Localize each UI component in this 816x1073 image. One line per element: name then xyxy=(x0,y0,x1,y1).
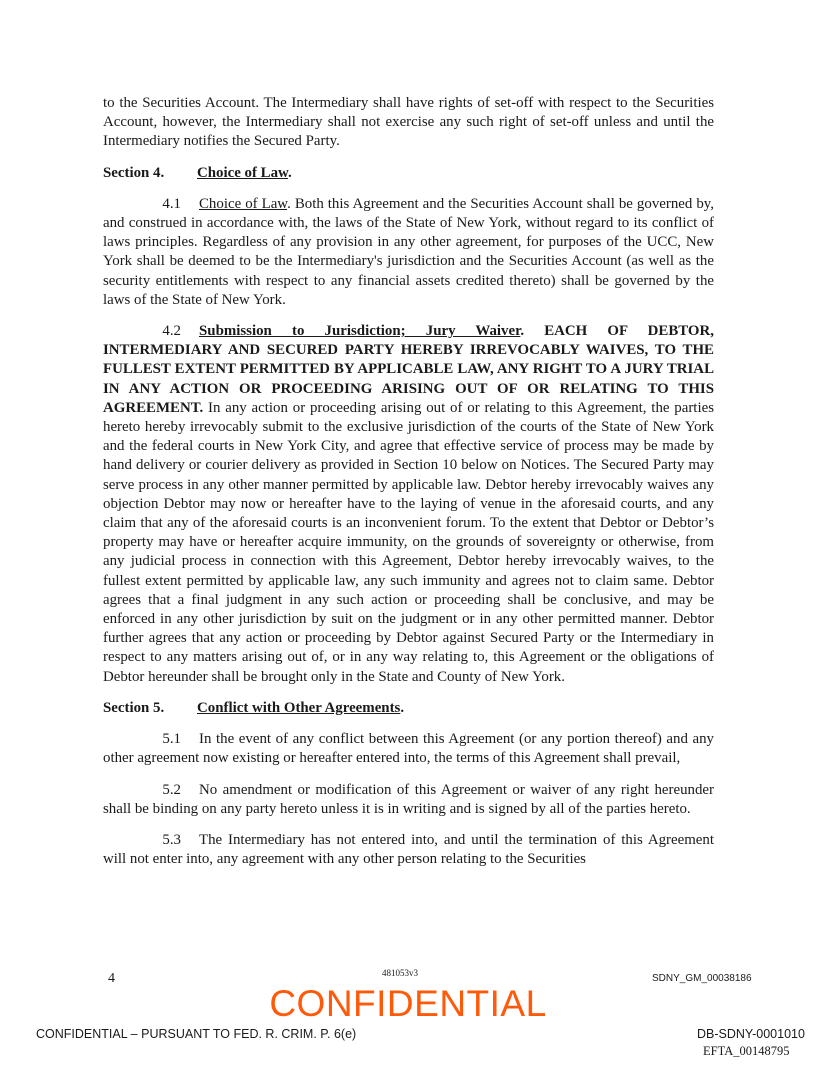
paragraph-5-1-number: 5.1 xyxy=(162,731,181,748)
section-5-title: Conflict with Other Agreements xyxy=(197,699,401,716)
paragraph-5-3-text: The Intermediary has not entered into, and until the termination of this Agreement will not enter into, any agreement with any other person relating to the Securities xyxy=(103,831,714,868)
section-5-number: Section 5. xyxy=(103,699,165,716)
paragraph-5-2 xyxy=(103,781,714,819)
section-5-heading xyxy=(103,699,714,718)
paragraph-4-2-heading: Submission to Jurisdiction; Jury Waiver xyxy=(199,323,521,340)
paragraph-4-1-text: . Both this Agreement and the Securities Account shall be governed by, and construed in accordance with, the laws of the State of New York, without regard to its conflict of laws principles. Regardless of any provision in any other agreement, for purposes of the UCC, New York shall be deemed to be the Intermediary's jurisdiction and the Securities Account (as well as the security entitlements with respect to any financial assets credited thereto) shall be governed by the laws of the State of New York. xyxy=(103,195,714,308)
section-4-title: Choice of Law xyxy=(197,164,288,181)
paragraph-4-2 xyxy=(103,322,714,687)
page-number: 4 xyxy=(108,971,115,986)
paragraph-4-2-number: 4.2 xyxy=(162,323,181,340)
section-4-number: Section 4. xyxy=(103,164,165,181)
paragraph-4-2-text: In any action or proceeding arising out of or relating to this Agreement, the parties hereto hereby irrevocably submit to the exclusive jurisdiction of the courts of the State of New York and the federal courts in New York City, and agree that effective service of process may be made by hand delivery or courier delivery as provided in Section 10 below on Notices. The Secured Party may serve process in any other manner permitted by applicable law. Debtor hereby irrevocably waives any objection Debtor may now or hereafter have to the laying of venue in the aforesaid courts, and any claim that any of the aforesaid courts is an inconvenient forum. To the extent that Debtor or Debtor’s property may have or hereafter acquire immunity, on the grounds of sovereignty or otherwise, from any judicial process in connection with this Agreement, Debtor hereby irrevocably waives, to the fullest extent permitted by applicable law, any such immunity and agrees not to claim same. Debtor agrees that a final judgment in any such action or proceeding shall be conclusive, and may be enforced in any other jurisdiction by suit on the judgment or in any other permitted manner. Debtor further agrees that any action or proceeding by Debtor against Secured Party or the Intermediary in respect to any matters arising out of, or in any way relating to, this Agreement or the obligations of Debtor hereunder shall be brought only in the State and County of New York. xyxy=(103,399,714,685)
paragraph-4-1-number: 4.1 xyxy=(162,195,181,212)
paragraph-5-2-number: 5.2 xyxy=(162,781,181,798)
document-body xyxy=(103,94,714,881)
production-id: DB-SDNY-0001010 xyxy=(697,1027,805,1041)
paragraph-5-1 xyxy=(103,730,714,768)
paragraph-4-1 xyxy=(103,195,714,310)
intro-paragraph xyxy=(103,94,714,152)
section-4-title-end: . xyxy=(288,164,292,181)
paragraph-5-1-text: In the event of any conflict between this Agreement (or any portion thereof) and any other agreement now existing or hereafter entered into, the terms of this Agreement shall prevail, xyxy=(103,731,714,767)
paragraph-5-3-number: 5.3 xyxy=(162,831,181,848)
section-4-heading xyxy=(103,164,714,183)
confidential-stamp: CONFIDENTIAL xyxy=(269,983,547,1024)
efta-number: EFTA_00148795 xyxy=(703,1044,790,1058)
section-5-title-end: . xyxy=(400,699,405,716)
paragraph-4-1-heading: Choice of Law xyxy=(199,195,288,212)
intro-text: to the Securities Account. The Intermediary shall have rights of set-off with respect to the Securities Account, however, the Intermediary shall not exercise any such right of set-off unless and until the Intermediary notifies the Secured Party. xyxy=(103,95,714,150)
document-id: 481053v3 xyxy=(382,968,418,978)
confidentiality-notice: CONFIDENTIAL – PURSUANT TO FED. R. CRIM. P. 6(e) xyxy=(36,1027,357,1041)
paragraph-5-2-text: No amendment or modification of this Agreement or waiver of any right hereunder shall be binding on any party hereto unless it is in writing and is signed by all of the parties hereto. xyxy=(103,781,714,817)
bates-number: SDNY_GM_00038186 xyxy=(652,973,752,984)
paragraph-5-3 xyxy=(103,831,714,869)
paragraph-4-2-jury-waiver: . EACH OF DEBTOR, INTERMEDIARY AND SECURED PARTY HEREBY IRREVOCABLY WAIVES, TO THE FULLEST EXTENT PERMITTED BY APPLICABLE LAW, ANY RIGHT TO A JURY TRIAL IN ANY ACTION OR PROCEEDING ARISING OUT OF OR RELATING TO THIS AGREEMENT. xyxy=(103,323,714,416)
